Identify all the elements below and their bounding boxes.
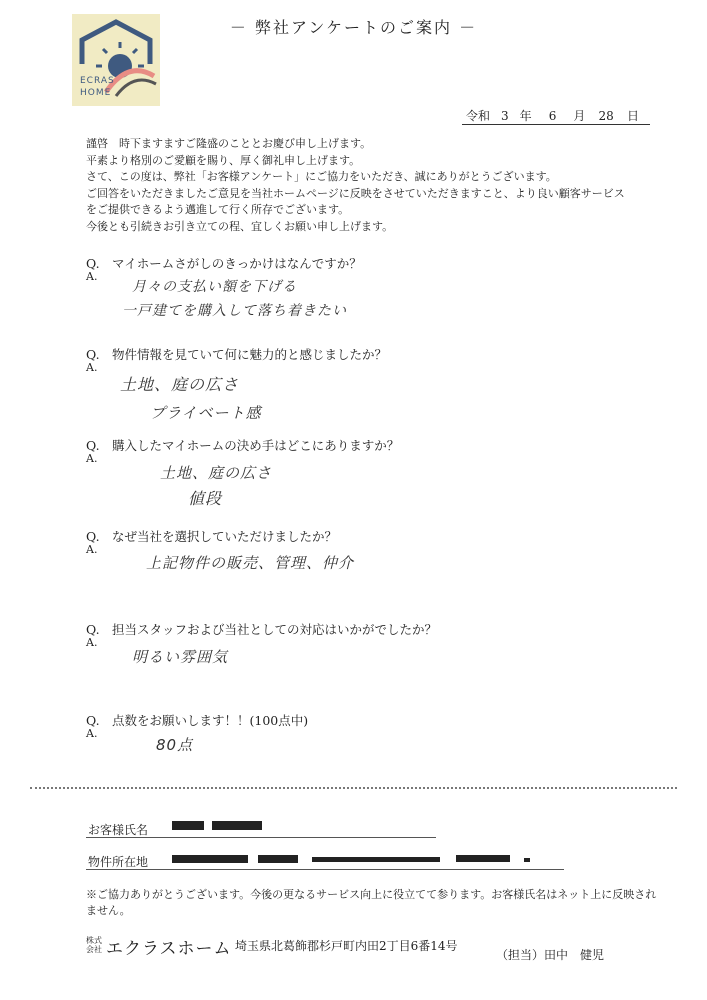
question-5 — [86, 620, 437, 638]
question-1 — [86, 254, 362, 272]
handwritten-answer: 値段 — [188, 489, 223, 508]
intro-line: さて、この度は、弊社「お客様アンケート」にご協力をいただき、誠にありがとうございます。 — [86, 170, 557, 183]
date-day-unit: 日 — [627, 109, 640, 123]
q-marker: Q. — [86, 438, 100, 453]
handwritten-answer: 80点 — [156, 736, 194, 754]
question-text: 物件情報を見ていて何に魅力的と感じましたか？ — [112, 347, 388, 362]
date-year-unit: 年 — [519, 109, 532, 123]
q-marker: Q. — [86, 529, 100, 544]
intro-text — [86, 136, 666, 235]
staff-name: 田中 健児 — [544, 948, 605, 962]
a-marker: A. — [86, 543, 98, 556]
redacted-address — [312, 857, 440, 862]
question-text: 点数をお願いします！！(100点中) — [112, 713, 309, 728]
a-marker: A. — [86, 361, 98, 374]
redacted-address — [258, 855, 298, 863]
handwritten-answer: 土地、庭の広さ — [160, 464, 273, 482]
staff-label: （担当） — [496, 948, 545, 962]
staff-info — [496, 946, 604, 963]
logo-text-ecras: ECRAS — [80, 76, 115, 86]
date-day: 28 — [598, 109, 614, 123]
question-text: マイホームさがしのきっかけはなんですか？ — [112, 256, 362, 271]
date-line — [466, 107, 639, 124]
address-underline — [86, 869, 564, 870]
date-year: 3 — [501, 109, 509, 123]
a-marker: A. — [86, 727, 98, 740]
handwritten-answer: 上記物件の販売、管理、仲介 — [146, 554, 355, 572]
handwritten-answer: 月々の支払い額を下げる — [132, 279, 297, 295]
company-name: エクラスホーム — [106, 939, 232, 959]
company-address: 埼玉県北葛飾郡杉戸町内田2丁目6番14号 — [235, 939, 458, 953]
question-6 — [86, 711, 308, 729]
intro-line: ご回答をいただきましたご意見を当社ホームページに反映をさせていただきますこと、より良い顧客サービス — [86, 186, 625, 200]
handwritten-answer: プライベート感 — [150, 404, 262, 422]
company-type-label: 株式会社 — [86, 936, 102, 954]
handwritten-answer: 土地、庭の広さ — [120, 375, 240, 394]
question-text: なぜ当社を選択していただけましたか？ — [112, 529, 338, 544]
question-4 — [86, 527, 337, 545]
intro-line: 今後とも引続きお引き立ての程、宜しくお願い申し上げます。 — [86, 219, 394, 233]
privacy-note: ※ご協力ありがとうございます。今後の更なるサービス向上に役立てて参ります。お客様氏名はネット上に反映されません。 — [86, 888, 657, 917]
intro-line: をご提供できるよう邁進して行く所存でございます。 — [86, 203, 350, 216]
page-title: － 弊社アンケートのご案内 － — [229, 18, 478, 37]
a-marker: A. — [86, 452, 98, 465]
logo-text-home: HOME — [80, 88, 112, 98]
date-underline — [462, 124, 650, 125]
name-underline — [86, 837, 436, 838]
redacted-name — [212, 821, 262, 830]
question-text: 担当スタッフおよび当社としての対応はいかがでしたか？ — [112, 622, 438, 637]
company-logo — [72, 14, 160, 106]
q-marker: Q. — [86, 622, 100, 637]
q-marker: Q. — [86, 347, 100, 362]
redacted-name — [172, 821, 204, 830]
property-address-label: 物件所在地 — [88, 855, 149, 869]
intro-line: 平素より格別のご愛顧を賜り、厚く御礼申し上げます。 — [86, 153, 361, 167]
a-marker: A. — [86, 270, 98, 283]
date-month-unit: 月 — [573, 109, 586, 123]
q-marker: Q. — [86, 256, 100, 271]
a-marker: A. — [86, 636, 98, 649]
question-text: 購入したマイホームの決め手はどこにありますか？ — [112, 438, 400, 453]
section-divider — [30, 787, 677, 789]
question-3 — [86, 436, 399, 454]
redacted-address — [172, 855, 248, 863]
q-marker: Q. — [86, 713, 100, 728]
handwritten-answer: 一戸建てを購入して落ち着きたい — [122, 303, 347, 319]
redacted-address — [524, 858, 530, 862]
customer-name-label: お客様氏名 — [88, 823, 149, 837]
redacted-address — [456, 855, 510, 862]
date-era: 令和 — [466, 109, 491, 123]
date-month: 6 — [548, 109, 557, 123]
question-2 — [86, 345, 387, 363]
intro-line: 謹啓 時下ますますご隆盛のこととお慶び申し上げます。 — [86, 137, 372, 150]
handwritten-answer: 明るい雰囲気 — [132, 648, 229, 666]
